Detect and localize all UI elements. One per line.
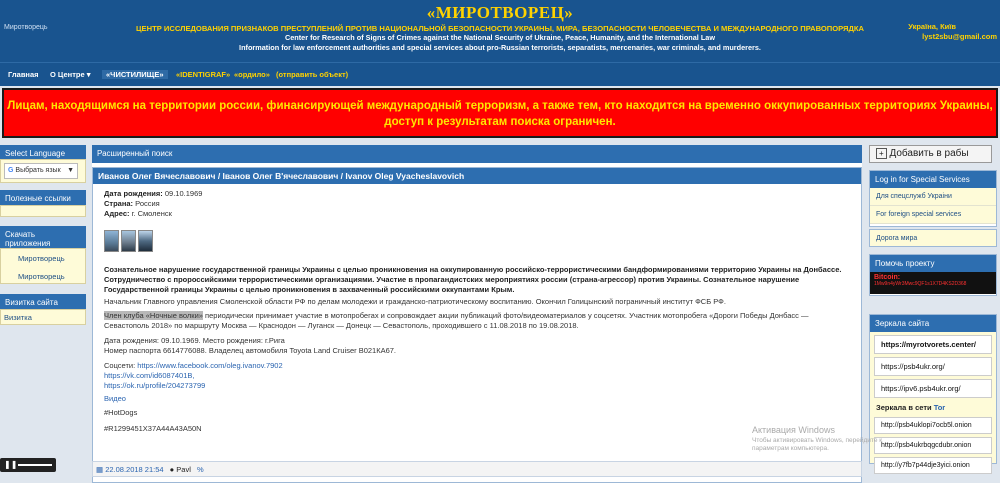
person-name[interactable]: Иванов Олег Вячеславович / Іванов Олег В'ячеславович / Ivanov Oleg Vyacheslavovich [93,168,861,184]
language-select-label: Выбрать язык [15,167,61,174]
person-photo-2[interactable] [121,230,136,252]
dob-field [104,189,202,198]
activation-watermark-body: Чтобы активировать Windows, перейдите к параметрам компьютера. [752,437,883,452]
accusation-paragraph: Сознательное нарушение государственной границы Украины с целью проникновения на оккупированную российско-террористическими бандформированиями территорию Украины на Донбассе. Сотрудничество с пророссийскими террористическими организациями. Участие в пропагандистских мероприятиях россии (страна-агрессор) против Украины. Сознательное нарушение Государственной границы Украины с целью проникновения в захваченный российскими оккупантами Крым. [104,265,842,294]
bitcoin-panel [870,272,996,294]
language-select[interactable] [4,163,78,179]
address-field [104,209,172,218]
bitcoin-address[interactable]: 1Mw9n4yWr3Mwc9QF1s1X7D4KS2D368 [874,281,967,287]
tor-mirror-1[interactable]: http://psb4uklopi7ocb5l.onion [874,417,992,434]
useful-links-panel [0,205,86,217]
login-ua-link[interactable]: Для спецслужб Украіни [870,188,996,206]
app-link-1[interactable]: Миротворець [18,254,65,263]
address-label: Адрес: [104,209,130,218]
nav-submit[interactable]: (отправить объект) [276,70,349,79]
dob-place-line: Дата рождения: 09.10.1969. Место рождения: г.Рига [104,336,285,345]
special-services-list [870,188,996,224]
club-paragraph-text: периодически принимает участие в мотопробегах и сопровождает акции публикаций фото/видеоматериалов у соцсетях. Участник мотопробега «Дороги Победы Донбасс — Севастополь 2018» по маршруту Москва — Краснодон — Луганск — Донецк — Севастополь, проходившего с 11.08.2018 по 19.08.2018. [104,311,809,330]
useful-links-title[interactable]: Полезные ссылки [0,190,86,207]
add-button[interactable] [869,145,992,163]
site-card-title: Визитка сайта [0,294,86,311]
access-warning-banner: Лицам, находящимся на территории россии, финансирующей международный терроризм, а также тем, кто находится на временно оккупированных территориях Украины, доступ к результатам поиска ограничен. [2,88,998,138]
media-player[interactable] [0,458,56,472]
header-title-block [0,3,1000,53]
facebook-link[interactable]: https://www.facebook.com/oleg.ivanov.7902 [137,361,283,370]
advanced-search-title[interactable]: Расширенный поиск [92,145,862,163]
pause-icon[interactable]: ❚❚ [4,460,18,469]
social-links [104,361,849,371]
ok-link[interactable]: https://ok.ru/profile/204273799 [104,381,206,390]
video-link[interactable]: Видео [104,394,126,403]
address-value: г. Смоленск [131,209,172,218]
country-label: Страна: [104,199,134,208]
site-card-link[interactable]: Визитка [4,313,32,322]
mirror-link-2[interactable]: https://psb4ukr.org/ [874,357,992,376]
post-date[interactable]: 22.08.2018 21:54 [105,465,164,474]
header-email[interactable]: lyst2sbu@gmail.com [922,32,997,41]
tor-mirror-2[interactable]: http://psb4ukrbqgcdubr.onion [874,437,992,454]
road-link[interactable]: Дорога мира [876,235,918,242]
chevron-down-icon: ▾ [86,70,91,79]
main-nav [0,62,1000,86]
tor-mirrors-label [870,401,996,414]
mirror-link-3[interactable]: https://ipv6.psb4ukr.org/ [874,379,992,398]
country-field [104,199,160,208]
support-title: Помочь проекту [870,255,996,272]
site-title: «МИРОТВОРЕЦ» [426,3,574,22]
country-value: Россия [135,199,160,208]
post-author[interactable]: Pavl [176,465,191,474]
dob-label: Дата рождения: [104,189,163,198]
nav-about-label: О Центре [50,70,85,79]
mirror-link-1[interactable]: https://myrotvorets.center/ [874,335,992,354]
record-code: #R1299451X37A44A43A50N [104,424,202,433]
tor-mirrors-text: Зеркала в сети [876,403,934,412]
support-box [869,254,997,296]
mirrors-title: Зеркала сайта [870,315,996,332]
site-header [0,0,1000,62]
nav-home[interactable]: Главная [8,70,39,79]
language-panel-title: Select Language [0,145,86,162]
road-box [869,229,997,247]
user-icon: ● [169,465,175,474]
add-button-label: Добавить в рабы [889,148,969,159]
special-services-box [869,170,997,227]
site-logo[interactable]: Миротворець [4,24,48,31]
login-foreign-link[interactable]: For foreign special services [870,206,996,224]
google-icon: G [8,167,14,174]
dob-value: 09.10.1969 [164,189,203,198]
bitcoin-label: Bitcoin: [874,274,901,281]
volume-slider[interactable] [18,464,52,466]
subtitle-ru: ЦЕНТР ИССЛЕДОВАНИЯ ПРИЗНАКОВ ПРЕСТУПЛЕНИЙ ПРОТИВ НАЦИОНАЛЬНОЙ БЕЗОПАСНОСТИ УКРАИНЫ, МИРА, БЕЗОПАСНОСТИ ЧЕЛОВЕЧЕСТВА И МЕЖДУНАРОДНОГО ПРАВОПОРЯДКА [135,24,865,33]
club-paragraph [104,311,849,331]
social-label: Соцсети: [104,361,138,370]
vk-link[interactable]: https://vk.com/id6087401B, [104,371,195,380]
plus-icon: + [876,148,887,159]
nav-ordilo[interactable]: «ордило» [234,70,270,79]
activation-watermark-title: Активация Windows [752,425,835,435]
person-photo-1[interactable] [104,230,119,252]
special-services-title: Log in for Special Services [870,171,996,188]
hashtag: #HotDogs [104,408,138,417]
passport-line: Номер паспорта 6614776088. Владелец автомобиля Toyota Land Cruiser В021КА67. [104,346,397,355]
header-location: Україна, Київ [908,22,956,31]
download-apps-title: Скачать приложения [0,226,86,252]
person-photo-3[interactable] [138,230,153,252]
nav-purgatory[interactable]: «ЧИСТИЛИЩЕ» [102,70,168,79]
bio-paragraph: Начальник Главного управления Смоленской области РФ по делам молодежи и гражданско-патриотическому воспитанию. Окончил Голицынский пограничный институт ФСБ РФ. [104,297,726,306]
calendar-icon: ▦ [96,465,104,474]
subtitle-en-1: Center for Research of Signs of Crimes against the National Security of Ukraine, Peace, Humanity, and the International Law [284,33,716,42]
tor-link[interactable]: Tor [933,403,946,412]
permalink-icon[interactable]: % [196,465,204,474]
nav-identigraf[interactable]: «IDENTIGRAF» [176,70,231,79]
app-link-2[interactable]: Миротворець [18,272,65,281]
subtitle-en-2: Information for law enforcement authorities and special services about pro-Russian terrorists, separatists, mercenaries, war criminals, and murderers. [239,43,761,52]
main-content [92,145,862,483]
person-card [92,167,862,483]
nav-about[interactable] [50,70,90,79]
post-meta [92,461,862,477]
tor-mirror-3[interactable]: http://y7fb7p44dje3yici.onion [874,457,992,474]
highlighted-text: Член клуба «Ночные волки» [104,311,203,320]
chevron-down-icon: ▼ [67,167,74,174]
